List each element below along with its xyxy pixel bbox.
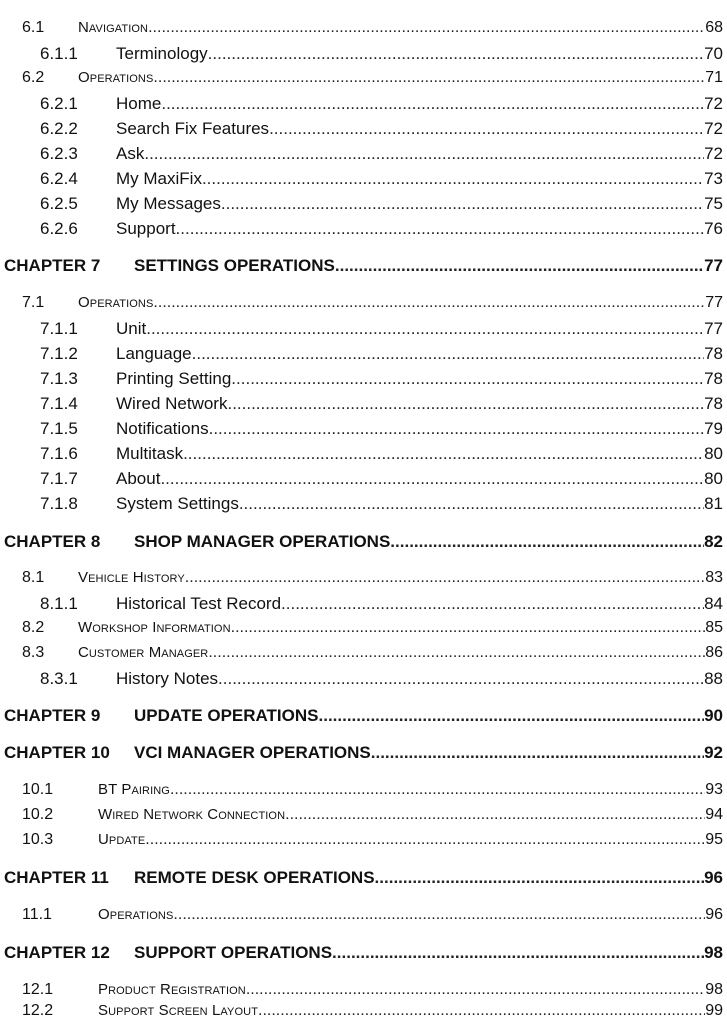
leader-dots xyxy=(153,69,705,87)
entry-number: 7.1.1 xyxy=(40,319,78,338)
toc-entry[interactable] xyxy=(0,119,723,141)
leader-dots xyxy=(371,743,704,763)
toc-entry[interactable] xyxy=(0,781,723,803)
entry-title: Workshop Information xyxy=(78,619,231,636)
entry-number: 7.1.6 xyxy=(40,444,78,463)
chapter-title: SUPPORT OPERATIONS xyxy=(134,943,333,962)
leader-dots xyxy=(335,256,704,276)
entry-page: 73 xyxy=(704,169,723,188)
leader-dots xyxy=(221,194,704,214)
entry-number: 10.3 xyxy=(22,831,54,848)
entry-number: 6.2.3 xyxy=(40,144,78,163)
chapter-title: SHOP MANAGER OPERATIONS xyxy=(134,532,391,551)
leader-dots xyxy=(160,469,704,489)
toc-entry[interactable] xyxy=(0,144,723,166)
chapter-title: UPDATE OPERATIONS xyxy=(134,706,319,725)
entry-number: 6.1 xyxy=(22,19,45,36)
entry-number: 8.1 xyxy=(22,569,45,586)
entry-page: 77 xyxy=(704,319,723,338)
toc-entry[interactable] xyxy=(0,494,723,516)
toc-entry[interactable] xyxy=(0,981,723,1003)
toc-entry[interactable] xyxy=(0,644,723,666)
chapter-number: CHAPTER 10 xyxy=(4,743,110,762)
entry-page: 90 xyxy=(704,706,723,725)
entry-title: Multitask xyxy=(116,444,184,463)
entry-page: 86 xyxy=(705,644,723,661)
toc-entry[interactable] xyxy=(0,444,723,466)
entry-page: 95 xyxy=(705,831,723,848)
leader-dots xyxy=(218,669,704,689)
entry-number: 7.1.4 xyxy=(40,394,78,413)
entry-page: 98 xyxy=(705,981,723,998)
entry-title: About xyxy=(116,469,161,488)
entry-number: 8.1.1 xyxy=(40,594,78,613)
entry-number: 6.1.1 xyxy=(40,44,78,63)
leader-dots xyxy=(185,569,705,587)
toc-entry[interactable] xyxy=(0,44,723,66)
entry-page: 77 xyxy=(705,294,723,311)
leader-dots xyxy=(148,19,705,37)
entry-title: Update xyxy=(98,831,146,848)
toc-entry[interactable] xyxy=(0,469,723,491)
entry-number: 7.1.3 xyxy=(40,369,78,388)
entry-page: 76 xyxy=(704,219,723,238)
entry-title: Navigation xyxy=(78,19,149,36)
toc-entry[interactable] xyxy=(0,906,723,928)
leader-dots xyxy=(281,594,704,614)
entry-title: Product Registration xyxy=(98,981,246,998)
entry-title: Operations xyxy=(78,69,154,86)
toc-entry[interactable] xyxy=(0,569,723,591)
entry-page: 79 xyxy=(704,419,723,438)
entry-title: Ask xyxy=(116,144,145,163)
chapter-number: CHAPTER 9 xyxy=(4,706,101,725)
leader-dots xyxy=(319,706,705,726)
entry-number: 6.2.1 xyxy=(40,94,78,113)
entry-page: 71 xyxy=(705,69,723,86)
leader-dots xyxy=(390,532,704,552)
entry-page: 78 xyxy=(704,394,723,413)
entry-page: 99 xyxy=(705,1002,723,1019)
leader-dots xyxy=(227,394,704,414)
toc-chapter-entry[interactable] xyxy=(0,706,723,728)
entry-page: 93 xyxy=(705,781,723,798)
entry-page: 70 xyxy=(704,44,723,63)
leader-dots xyxy=(202,169,704,189)
entry-page: 85 xyxy=(705,619,723,636)
entry-title: Unit xyxy=(116,319,147,338)
entry-page: 72 xyxy=(704,94,723,113)
entry-number: 12.1 xyxy=(22,981,54,998)
entry-title: Search Fix Features xyxy=(116,119,270,138)
toc-entry[interactable] xyxy=(0,419,723,441)
entry-number: 8.3.1 xyxy=(40,669,78,688)
entry-title: Support xyxy=(116,219,176,238)
toc-entry[interactable] xyxy=(0,94,723,116)
toc-chapter-entry[interactable] xyxy=(0,743,723,765)
entry-title: Wired Network xyxy=(116,394,228,413)
toc-entry[interactable] xyxy=(0,831,723,853)
entry-number: 7.1.5 xyxy=(40,419,78,438)
entry-page: 72 xyxy=(704,119,723,138)
entry-title: Terminology xyxy=(116,44,208,63)
entry-page: 68 xyxy=(705,19,723,36)
entry-title: Operations xyxy=(78,294,154,311)
chapter-number: CHAPTER 11 xyxy=(4,868,109,887)
entry-title: Customer Manager xyxy=(78,644,209,661)
entry-number: 10.2 xyxy=(22,806,54,823)
leader-dots xyxy=(192,344,704,364)
toc-chapter-entry[interactable] xyxy=(0,868,723,890)
toc-entry[interactable] xyxy=(0,69,723,91)
toc-entry[interactable] xyxy=(0,319,723,341)
entry-page: 80 xyxy=(704,469,723,488)
entry-page: 92 xyxy=(704,743,723,762)
leader-dots xyxy=(176,219,705,239)
leader-dots xyxy=(170,781,705,799)
chapter-title: VCI MANAGER OPERATIONS xyxy=(134,743,371,762)
leader-dots xyxy=(375,868,705,888)
leader-dots xyxy=(209,419,704,439)
toc-chapter-entry[interactable] xyxy=(0,943,723,965)
entry-title: BT Pairing xyxy=(98,781,170,798)
entry-number: 6.2.6 xyxy=(40,219,78,238)
leader-dots xyxy=(146,319,704,339)
chapter-title: SETTINGS OPERATIONS xyxy=(134,256,335,275)
toc-entry[interactable] xyxy=(0,194,723,216)
toc-entry[interactable] xyxy=(0,619,723,641)
toc-chapter-entry[interactable] xyxy=(0,532,723,554)
leader-dots xyxy=(231,619,706,637)
toc-entry[interactable] xyxy=(0,669,723,691)
entry-title: Home xyxy=(116,94,162,113)
leader-dots xyxy=(258,1002,705,1020)
entry-page: 96 xyxy=(704,868,723,887)
entry-title: Vehicle History xyxy=(78,569,185,586)
entry-title: History Notes xyxy=(116,669,219,688)
entry-page: 83 xyxy=(705,569,723,586)
chapter-number: CHAPTER 12 xyxy=(4,943,110,962)
entry-title: Notifications xyxy=(116,419,209,438)
entry-page: 81 xyxy=(704,494,723,513)
entry-page: 82 xyxy=(704,532,723,551)
toc-entry[interactable] xyxy=(0,1002,723,1024)
entry-title: Language xyxy=(116,344,192,363)
entry-number: 6.2 xyxy=(22,69,45,86)
entry-number: 11.1 xyxy=(22,906,52,923)
entry-title: Wired Network Connection xyxy=(98,806,286,823)
entry-page: 88 xyxy=(704,669,723,688)
entry-page: 78 xyxy=(704,369,723,388)
entry-number: 6.2.5 xyxy=(40,194,78,213)
entry-title: Historical Test Record xyxy=(116,594,282,613)
leader-dots xyxy=(173,906,705,924)
toc-entry[interactable] xyxy=(0,19,723,41)
entry-number: 8.2 xyxy=(22,619,45,636)
entry-page: 98 xyxy=(704,943,723,962)
chapter-number: CHAPTER 8 xyxy=(4,532,101,551)
entry-title: My Messages xyxy=(116,194,221,213)
toc-entry[interactable] xyxy=(0,594,723,616)
entry-page: 78 xyxy=(704,344,723,363)
entry-page: 75 xyxy=(704,194,723,213)
entry-number: 6.2.4 xyxy=(40,169,78,188)
leader-dots xyxy=(239,494,704,514)
entry-number: 12.2 xyxy=(22,1002,54,1019)
entry-page: 84 xyxy=(704,594,723,613)
toc-entry[interactable] xyxy=(0,394,723,416)
entry-page: 96 xyxy=(705,906,723,923)
toc-entry[interactable] xyxy=(0,806,723,828)
toc-chapter-entry[interactable] xyxy=(0,256,723,278)
entry-title: Printing Setting xyxy=(116,369,232,388)
entry-page: 80 xyxy=(704,444,723,463)
leader-dots xyxy=(144,144,704,164)
leader-dots xyxy=(145,831,705,849)
toc-entry[interactable] xyxy=(0,369,723,391)
entry-title: My MaxiFix xyxy=(116,169,202,188)
leader-dots xyxy=(183,444,704,464)
leader-dots xyxy=(269,119,704,139)
entry-title: System Settings xyxy=(116,494,239,513)
leader-dots xyxy=(153,294,705,312)
entry-page: 77 xyxy=(704,256,723,275)
leader-dots xyxy=(246,981,705,999)
toc-entry[interactable] xyxy=(0,294,723,316)
entry-page: 72 xyxy=(704,144,723,163)
entry-number: 7.1 xyxy=(22,294,45,311)
chapter-number: CHAPTER 7 xyxy=(4,256,101,275)
entry-number: 7.1.7 xyxy=(40,469,78,488)
leader-dots xyxy=(161,94,704,114)
leader-dots xyxy=(285,806,705,824)
entry-number: 8.3 xyxy=(22,644,45,661)
entry-title: Support Screen Layout xyxy=(98,1002,259,1019)
chapter-title: REMOTE DESK OPERATIONS xyxy=(134,868,375,887)
toc-entry[interactable] xyxy=(0,219,723,241)
leader-dots xyxy=(208,44,704,64)
entry-number: 7.1.8 xyxy=(40,494,78,513)
entry-number: 10.1 xyxy=(22,781,54,798)
entry-page: 94 xyxy=(705,806,723,823)
entry-title: Operations xyxy=(98,906,174,923)
toc-entry[interactable] xyxy=(0,344,723,366)
entry-number: 6.2.2 xyxy=(40,119,78,138)
toc-entry[interactable] xyxy=(0,169,723,191)
leader-dots xyxy=(332,943,704,963)
entry-number: 7.1.2 xyxy=(40,344,78,363)
leader-dots xyxy=(208,644,705,662)
leader-dots xyxy=(231,369,704,389)
